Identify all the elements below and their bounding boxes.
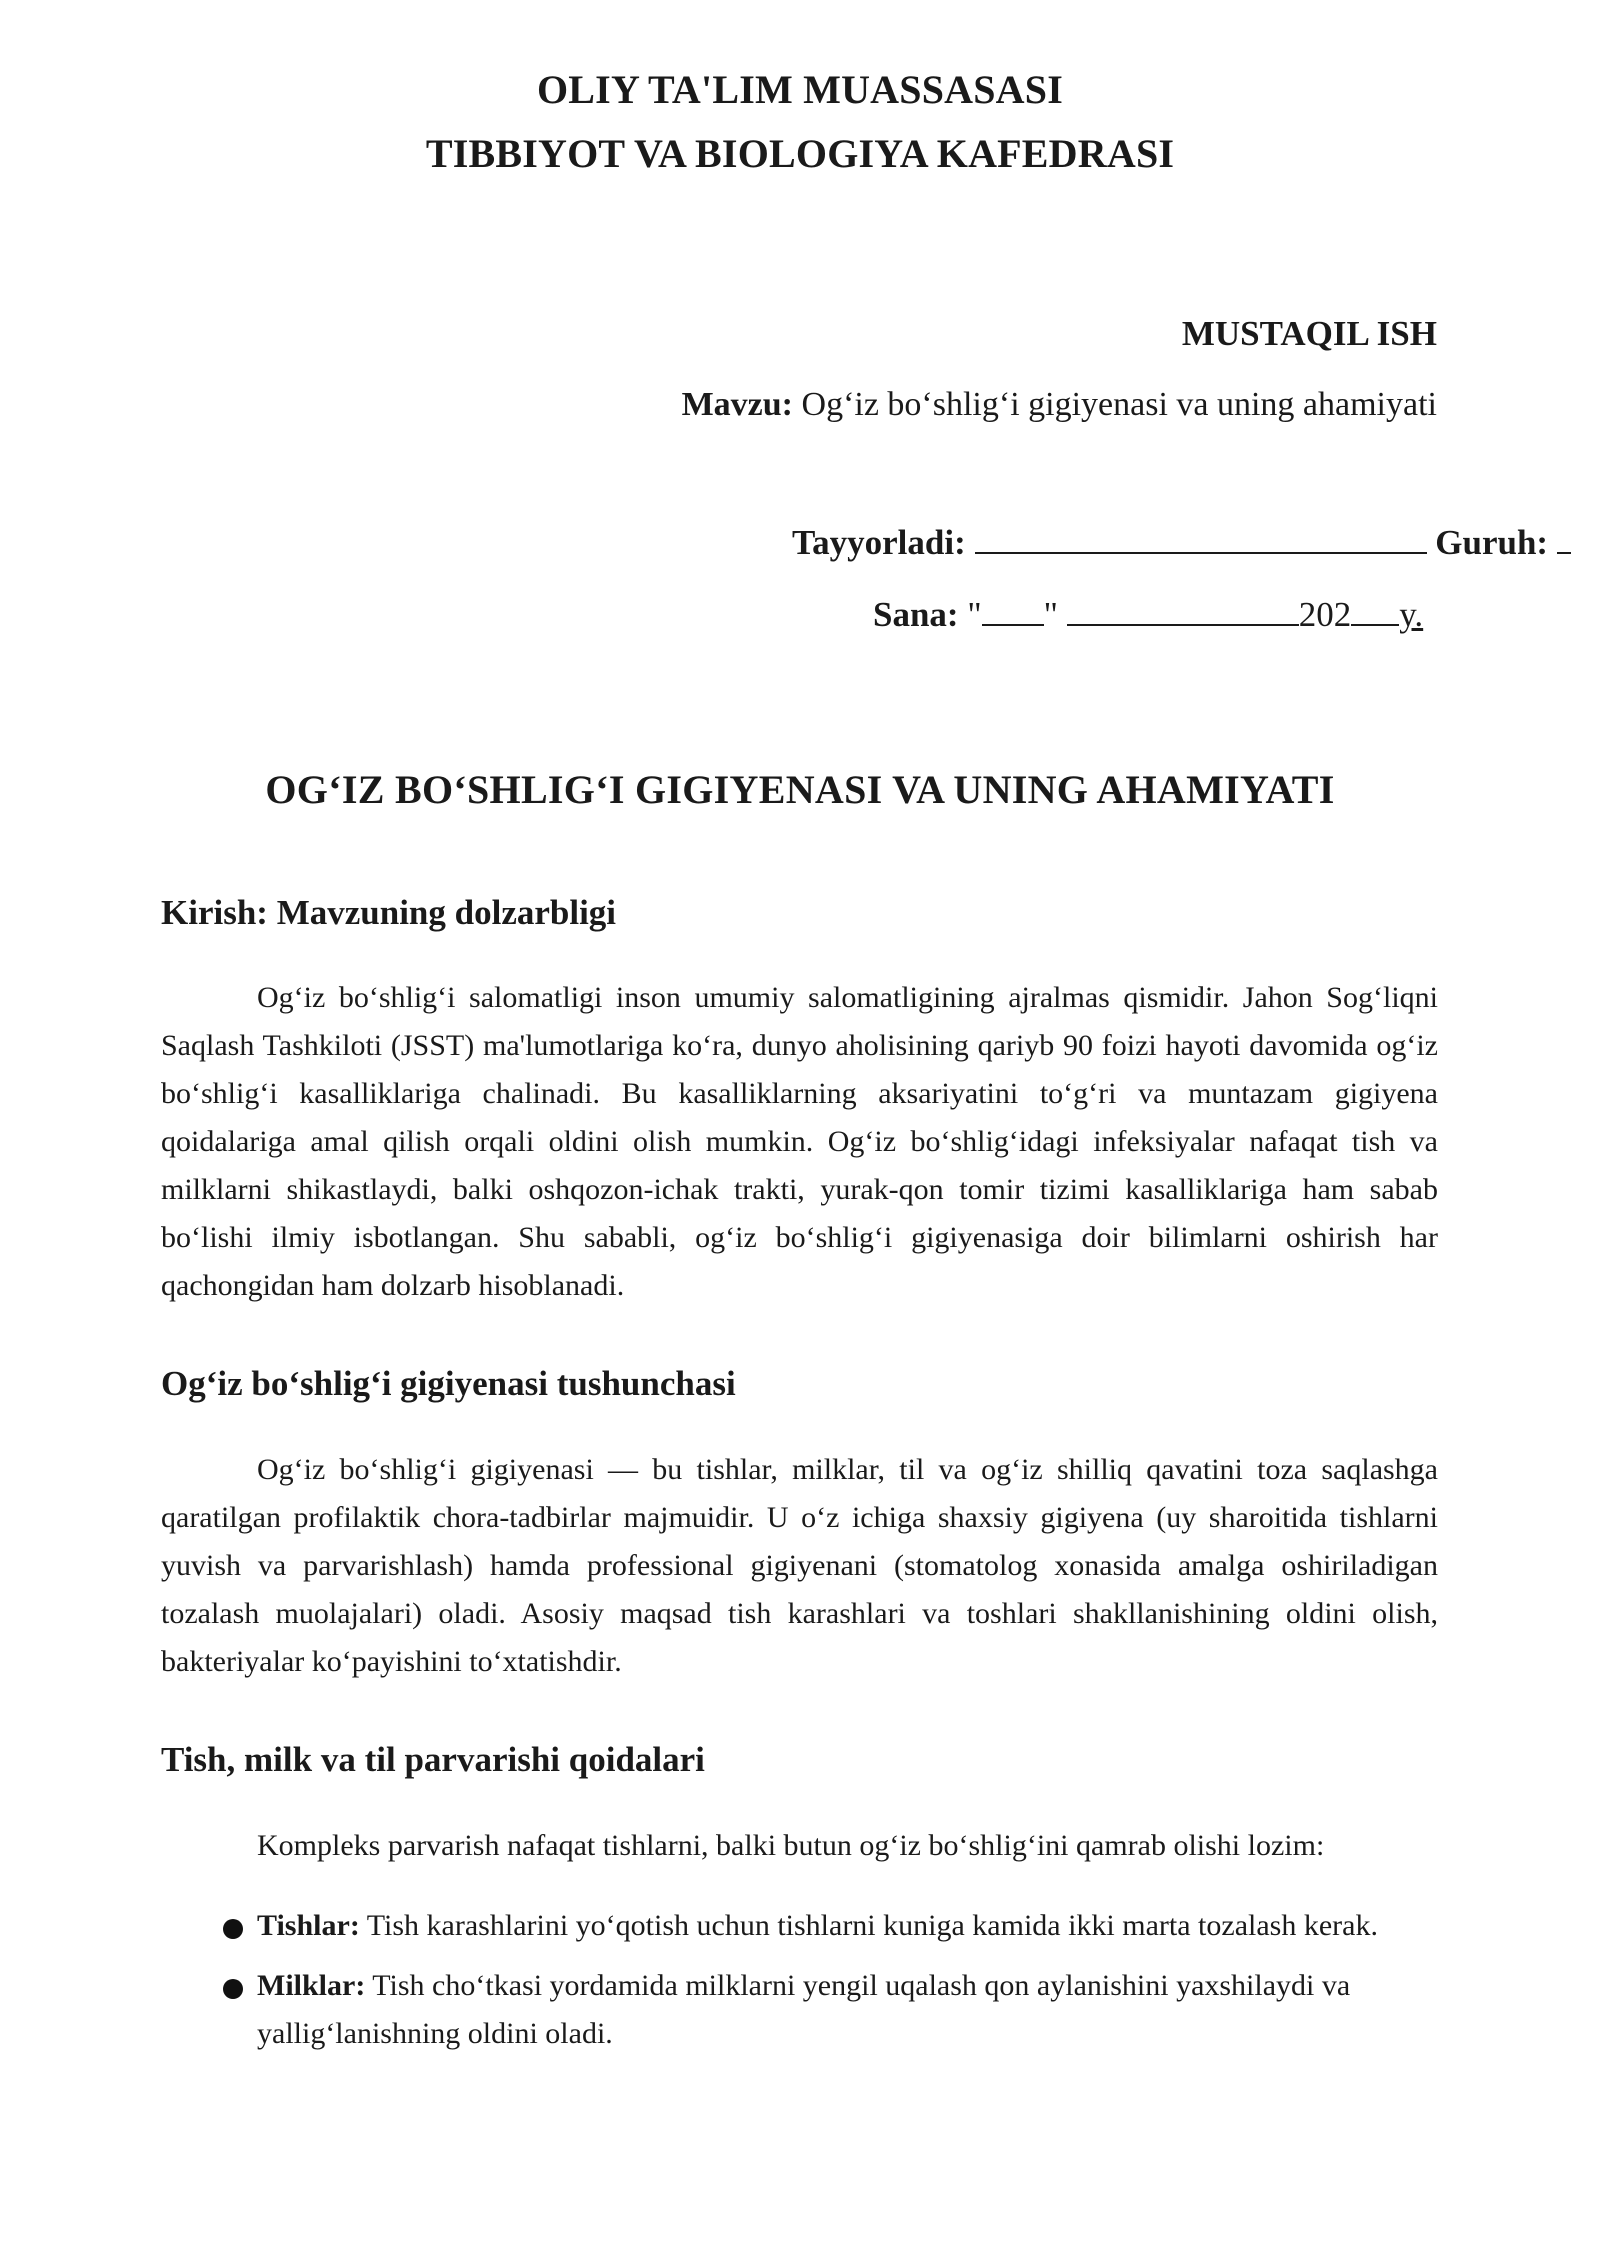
date-year-prefix: 202 [1298, 595, 1352, 634]
bullet-text: Tish karashlarini yo‘qotish uchun tishlarni kuniga kamida ikki marta tozalash kerak. [366, 1909, 1378, 1942]
work-type: MUSTAQIL ISH [1181, 314, 1437, 353]
bullet-dot-icon [223, 1919, 243, 1939]
bullet-dot-icon [223, 1979, 243, 1999]
date-line [873, 590, 1423, 635]
section-heading-concept: Og‘iz bo‘shlig‘i gigiyenasi tushunchasi [161, 1364, 736, 1403]
topic-value: Og‘iz bo‘shlig‘i gigiyenasi va uning ahamiyati [801, 386, 1437, 423]
topic-line [682, 386, 1437, 424]
prepared-blank [975, 518, 1427, 554]
date-quote-open: " [967, 595, 982, 634]
section-heading-introduction: Kirish: Mavzuning dolzarbligi [161, 893, 617, 932]
bullet-text: Tish cho‘tkasi yordamida milklarni yengil uqalash qon aylanishini yaxshilaydi va yallig‘lanishning oldini oladi. [257, 1969, 1351, 2050]
date-month-blank [1067, 590, 1299, 626]
date-label: Sana: [873, 595, 959, 634]
bullet-label: Milklar: [257, 1969, 366, 2002]
list-item [223, 1962, 1453, 2058]
care-rules-list [223, 1902, 1453, 2070]
date-quote-close: " [1043, 595, 1058, 634]
date-day-blank [982, 590, 1044, 626]
section-paragraph-introduction: Og‘iz bo‘shlig‘i salomatligi inson umumiy salomatligining ajralmas qismidir. Jahon Sog‘liqni Saqlash Tashkiloti (JSST) ma'lumotlariga ko‘ra, dunyo aholisining qariyb 90 foizi hayoti davomida og‘iz bo‘shlig‘i kasalliklariga chalinadi. Bu kasalliklarning aksariyatini to‘g‘ri va muntazam gigiyena qoidalariga amal qilish orqali oldini olish mumkin. Og‘iz bo‘shlig‘idagi infeksiyalar nafaqat tish va milklarni shikastlaydi, balki oshqozon-ichak trakti, yurak-qon tomir tizimi kasalliklariga ham sabab bo‘lishi ilmiy isbotlangan. Shu sababli, og‘iz bo‘shlig‘i gigiyenasiga doir bilimlarni oshirish har qachongidan ham dolzarb hisoblanadi. [161, 981, 1438, 1302]
date-year-suffix: y. [1399, 595, 1424, 634]
prepared-by-line [792, 518, 1571, 563]
topic-label: Mavzu: [681, 386, 794, 423]
prepared-label: Tayyorladi: [792, 523, 966, 562]
main-title: OG‘IZ BO‘SHLIG‘I GIGIYENASI VA UNING AHAMIYATI [265, 767, 1335, 812]
department-name: TIBBIYOT VA BIOLOGIYA KAFEDRASI [425, 131, 1175, 176]
section-intro-care-rules: Kompleks parvarish nafaqat tishlarni, balki butun og‘iz bo‘shlig‘ini qamrab olishi lozim: [257, 1829, 1325, 1862]
institution-name: OLIY TA'LIM MUASSASASI [536, 67, 1063, 112]
section-paragraph-concept: Og‘iz bo‘shlig‘i gigiyenasi — bu tishlar, milklar, til va og‘iz shilliq qavatini toza saqlashga qaratilgan profilaktik chora-tadbirlar majmuidir. U o‘z ichiga shaxsiy gigiyena (uy sharoitida tishlarni yuvish va parvarishlash) hamda professional gigiyenani (stomatolog xonasida amalga oshiriladigan tozalash muolajalari) oladi. Asosiy maqsad tish karashlari va toshlari shakllanishining oldini olish, bakteriyalar ko‘payishini to‘xtatishdir. [161, 1453, 1438, 1678]
bullet-label: Tishlar: [257, 1909, 360, 1942]
group-label: Guruh: [1435, 523, 1549, 562]
group-blank [1557, 518, 1571, 554]
list-item [223, 1902, 1453, 1950]
date-year-blank [1351, 590, 1399, 626]
section-heading-care-rules: Tish, milk va til parvarishi qoidalari [161, 1740, 705, 1779]
